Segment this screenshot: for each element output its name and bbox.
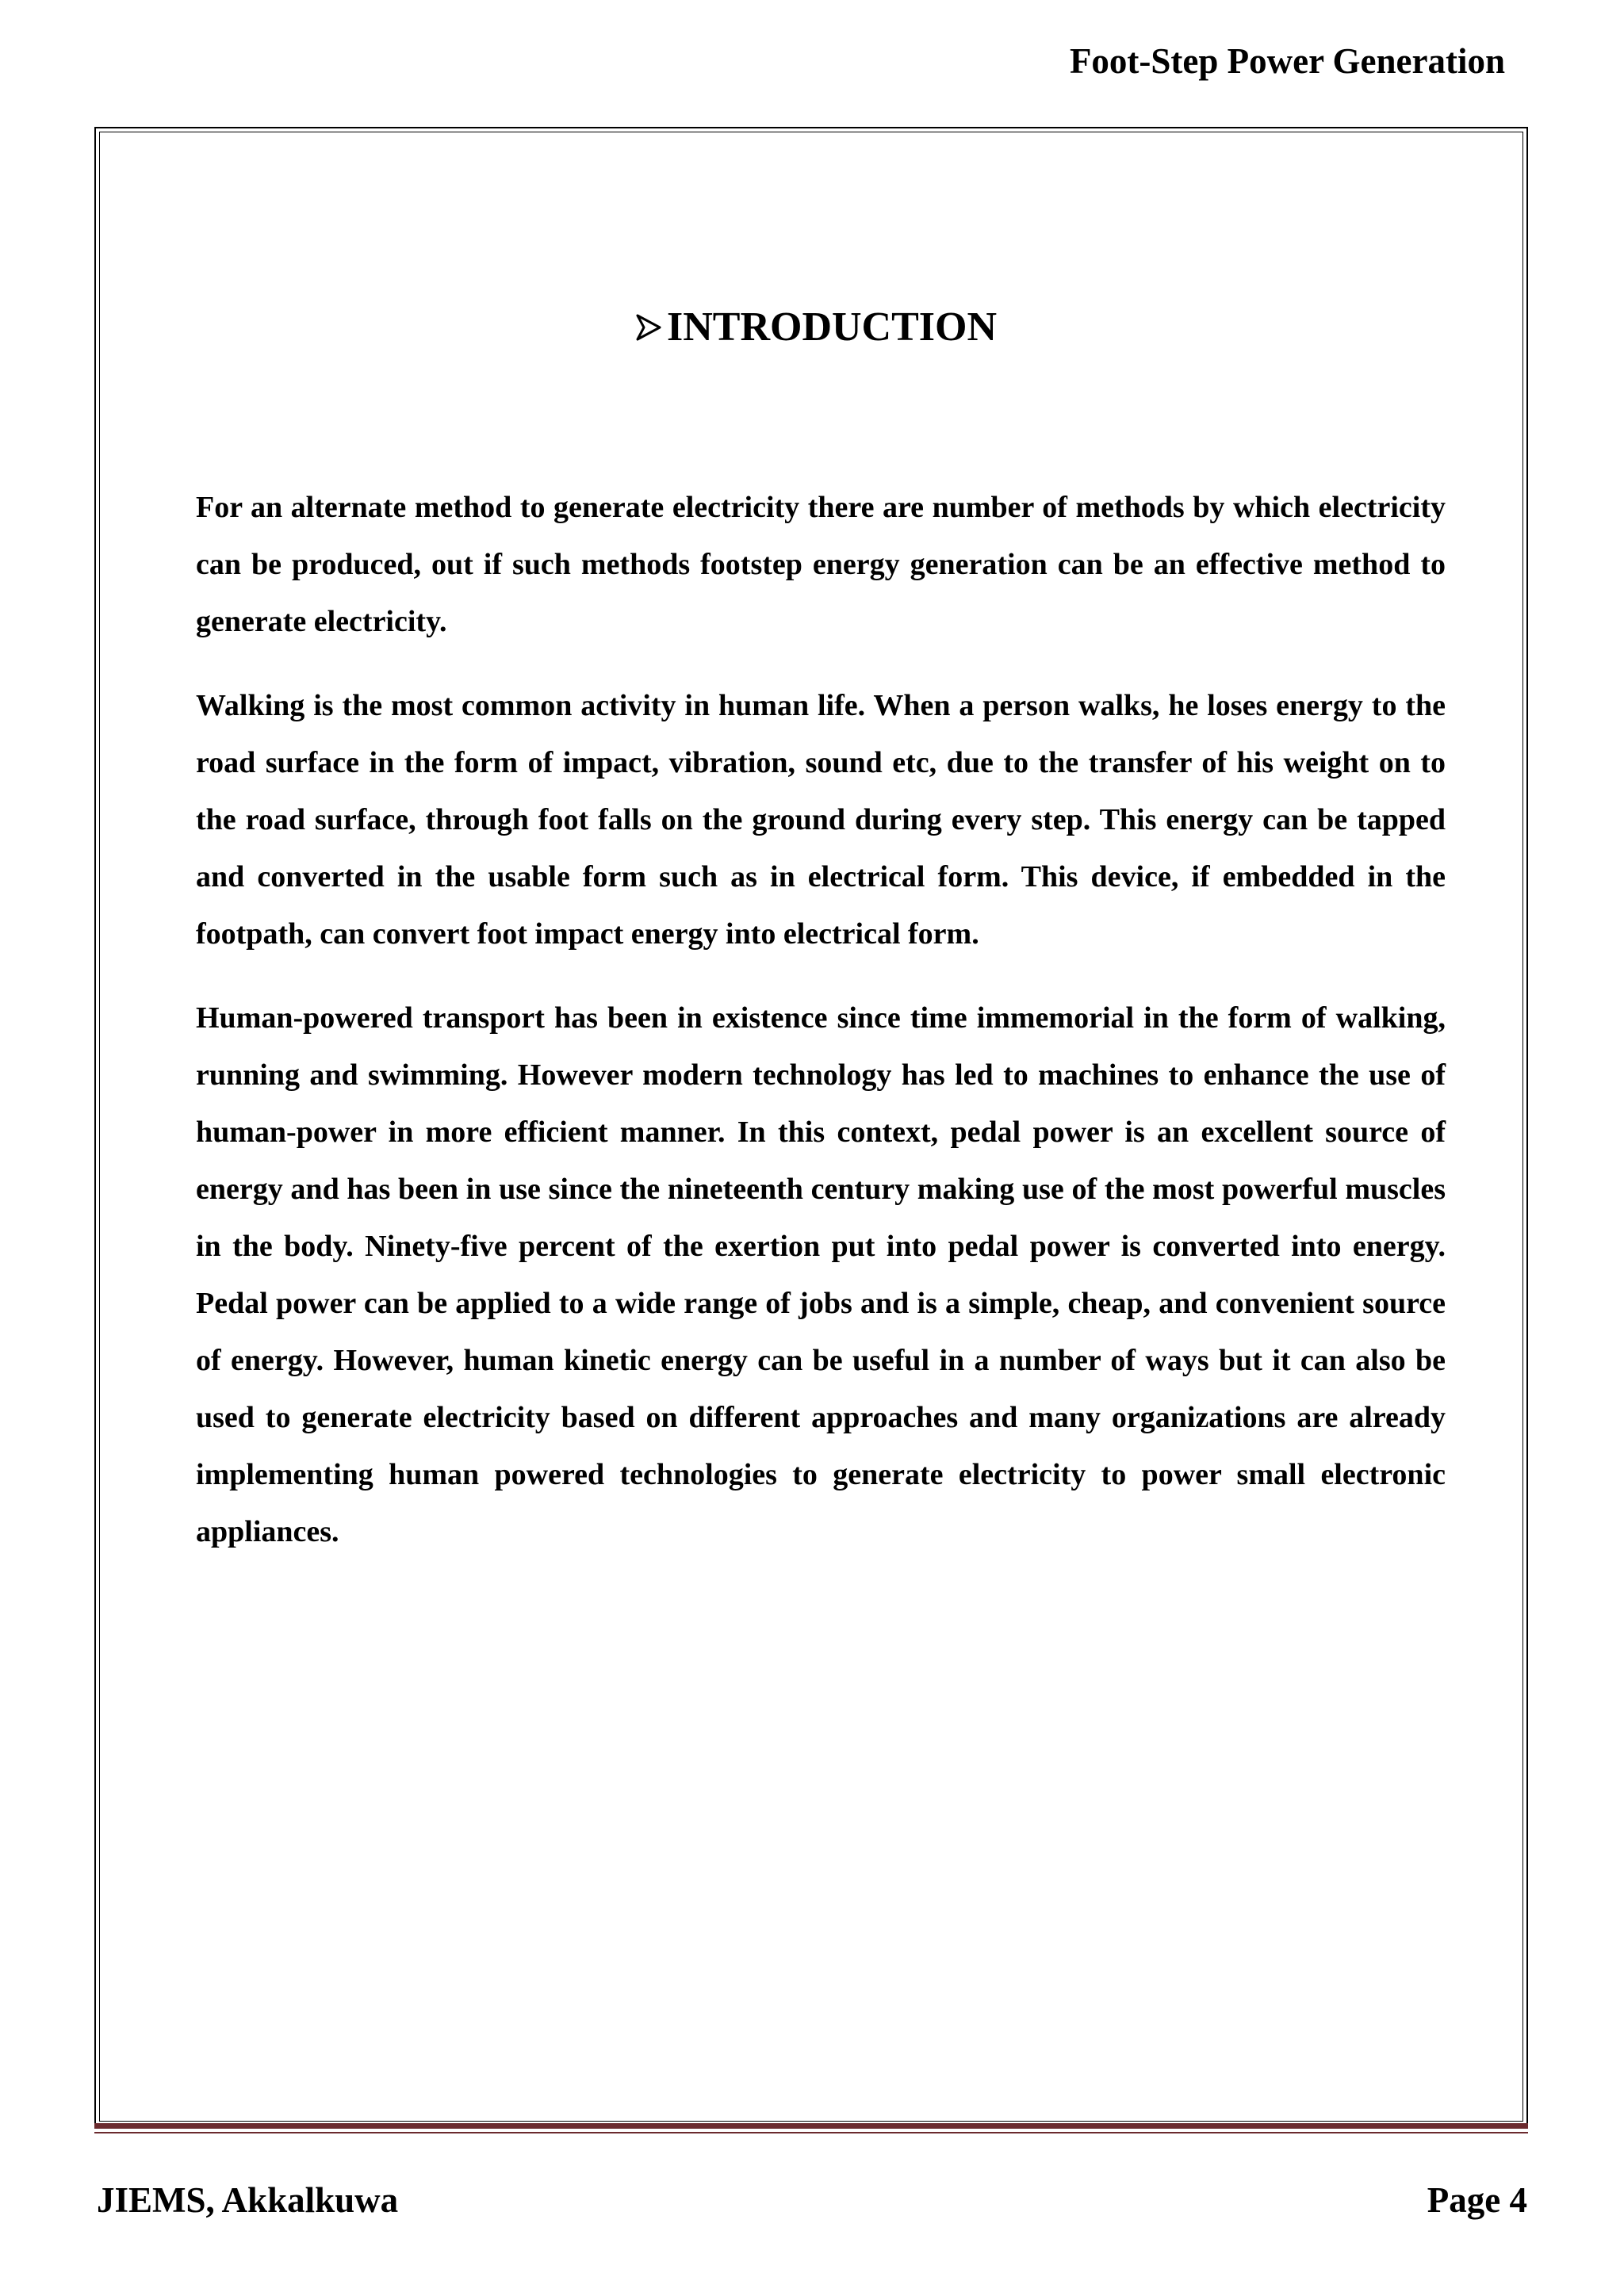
footer-rule	[94, 2123, 1528, 2129]
body-text	[196, 479, 1446, 1587]
footer-institution: JIEMS, Akkalkuwa	[97, 2180, 399, 2220]
footer-page-number: Page 4	[1427, 2180, 1527, 2220]
paragraph: For an alternate method to generate electricity there are number of methods by which electricity can be produced, out if such methods footstep energy generation can be an effective method to generate electricity.	[196, 491, 1446, 638]
paragraph: Human-powered transport has been in existence since time immemorial in the form of walking, running and swimming. However modern technology has led to machines to enhance the use of human-power in more efficient manner. In this context, pedal power is an excellent source of energy and has been in use since the nineteenth century making use of the most powerful muscles in the body. Ninety-five percent of the exertion put into pedal power is converted into energy. Pedal power can be applied to a wide range of jobs and is a simple, cheap, and convenient source of energy. However, human kinetic energy can be useful in a number of ways but it can also be used to generate electricity based on different approaches and many organizations are already implementing human powered technologies to generate electricity to power small electronic appliances.	[196, 1001, 1446, 1548]
paragraph: Walking is the most common activity in human life. When a person walks, he loses energy to the road surface in the form of impact, vibration, sound etc, due to the transfer of his weight on to the road surface, through foot falls on the ground during every step. This energy can be tapped and converted in the usable form such as in electrical form. This device, if embedded in the footpath, can convert foot impact energy into electrical form.	[196, 689, 1446, 951]
running-header-title: Foot-Step Power Generation	[1069, 41, 1505, 81]
arrow-bullet-icon	[635, 313, 662, 342]
section-heading	[0, 303, 1624, 352]
footer-rule-thin	[94, 2132, 1528, 2133]
section-heading-text: INTRODUCTION	[666, 304, 998, 350]
